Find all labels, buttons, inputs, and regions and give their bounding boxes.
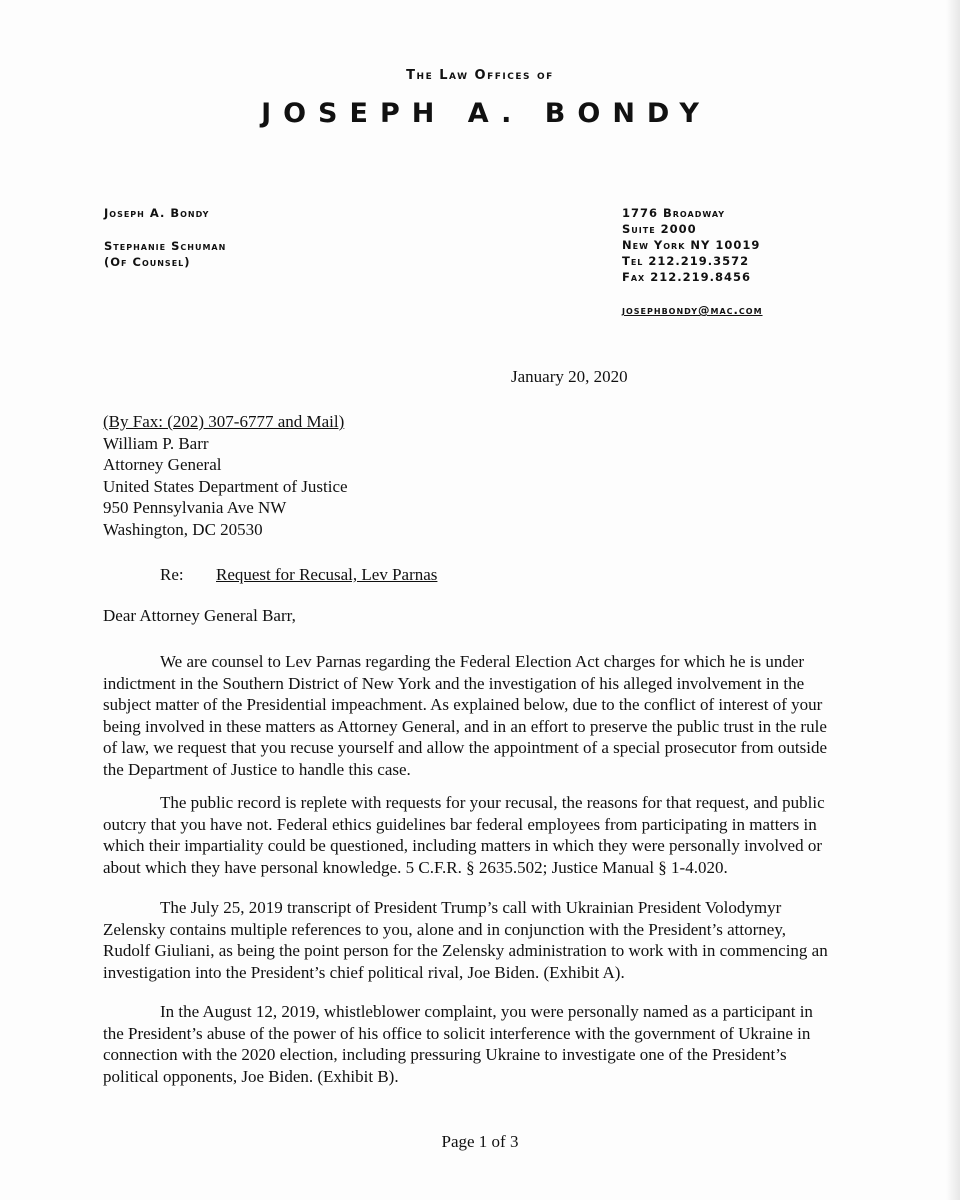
subject-label: Re: <box>160 565 184 584</box>
letterhead-email: josephbondy@mac.com <box>622 303 763 317</box>
address-line: New York NY 10019 <box>622 238 761 252</box>
fax-line: Fax 212.219.8456 <box>622 270 751 284</box>
body-paragraph: In the August 12, 2019, whistleblower complaint, you were personally named as a participant in the President’s abuse of the power of his office to solicit interference with the government of Ukraine in connection with the 2020 election, including pressuring Ukraine to investigate one of the President’s political opponents, Joe Biden. (Exhibit B). <box>103 1002 813 1086</box>
recipient-line: United States Department of Justice <box>103 476 348 496</box>
subject-line <box>160 564 438 586</box>
recipient-line: Attorney General <box>103 455 222 474</box>
body-paragraph: The July 25, 2019 transcript of President Trump’s call with Ukrainian President Volodymyr Zelensky contains multiple references to you, alone and in conjunction with the President’s attorney, Rudolf Giuliani, as being the point person for the Zelensky administration to work with in commencing an investigation into the President’s chief political rival, Joe Biden. (Exhibit A). <box>103 898 828 982</box>
subject-title: Request for Recusal, Lev Parnas <box>216 565 438 584</box>
address-line: Suite 2000 <box>622 222 697 236</box>
body-paragraph: We are counsel to Lev Parnas regarding the Federal Election Act charges for which he is under indictment in the Southern District of New York and the investigation of his alleged involvement in the subject matter of the Presidential impeachment. As explained below, due to the conflict of interest of your being involved in these matters as Attorney General, and in an effort to preserve the public trust in the rule of law, we request that you recuse yourself and allow the appointment of a special prosecutor from outside the Department of Justice to handle this case. <box>103 652 828 779</box>
address-line: 1776 Broadway <box>622 206 726 220</box>
letterhead-attorneys <box>104 205 226 270</box>
recipient-line: 950 Pennsylvania Ave NW <box>103 498 287 517</box>
letterhead-firm-line: The Law Offices of <box>406 68 554 83</box>
recipient-block <box>103 411 348 540</box>
letterhead-address <box>622 205 760 285</box>
attorney-role: (Of Counsel) <box>104 255 191 269</box>
salutation: Dear Attorney General Barr, <box>103 606 296 625</box>
attorney-name: Stephanie Schuman <box>104 239 227 253</box>
letterhead-name: JOSEPH A. BONDY <box>261 98 711 129</box>
letter-date: January 20, 2020 <box>511 367 628 386</box>
body-paragraph: The public record is replete with requests for your recusal, the reasons for that request, and public outcry that you have not. Federal ethics guidelines bar federal employees from participating in matters in which their impartiality could be questioned, including matters in which they were personally involved or about which they have personal knowledge. 5 C.F.R. § 2635.502; Justice Manual § 1-4.020. <box>103 793 825 877</box>
delivery-method: (By Fax: (202) 307-6777 and Mail) <box>103 412 345 431</box>
phone-line: Tel 212.219.3572 <box>622 254 750 268</box>
recipient-line: Washington, DC 20530 <box>103 519 263 539</box>
page-number: Page 1 of 3 <box>441 1132 519 1151</box>
attorney-name: Joseph A. Bondy <box>104 206 210 220</box>
page-edge-shadow <box>946 0 960 1200</box>
recipient-line: William P. Barr <box>103 433 209 453</box>
